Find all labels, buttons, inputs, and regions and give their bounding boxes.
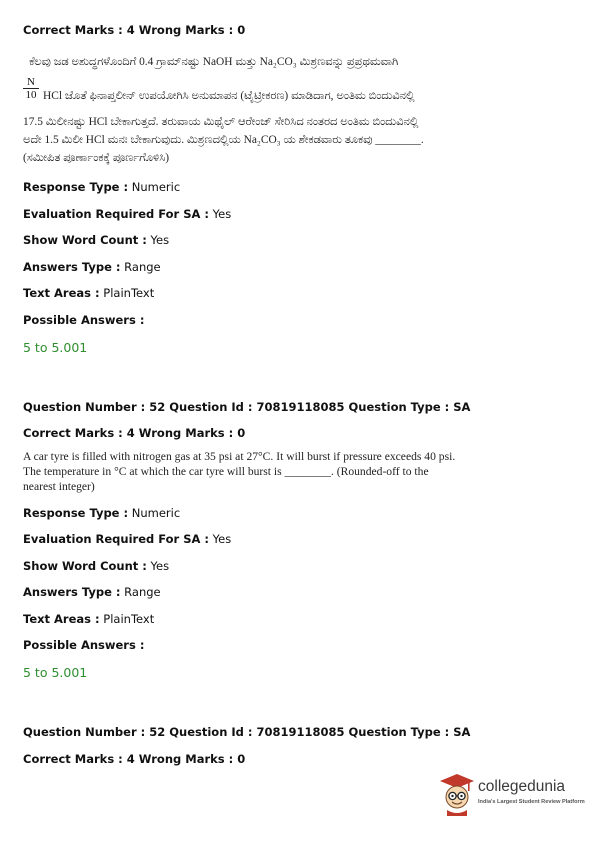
question-header: Question Number : 52 Question Id : 70819118085 Question Type : SA [23,725,471,739]
graduate-mascot-icon [438,772,476,816]
marks-line: Correct Marks : 4 Wrong Marks : 0 [23,426,246,440]
field-show-word-count: Show Word Count : Yes [23,559,170,573]
field-text-areas: Text Areas : PlainText [23,286,155,300]
marks-line: Correct Marks : 4 Wrong Marks : 0 [23,23,246,37]
field-answers-type: Answers Type : Range [23,260,161,274]
field-possible-answers: Possible Answers : [23,313,145,327]
fraction-denominator: 10 [25,89,37,101]
question-line-2: HCl ಜೊತೆ ಫಿನಾಪ್ತಲೀನ್ ಉಪಯೋಗಿಸಿ ಅನುಮಾಪನ (ಟೈಟ್ರೀಕರಣ) ಮಾಡಿದಾಗ, ಅಂತಿಮ ಬಿಂದುವಿನಲ್ಲಿ [43,90,415,102]
logo-tagline: India's Largest Student Review Platform [478,799,585,805]
field-possible-answers: Possible Answers : [23,638,145,652]
question-line-1: ಕೆಲವು ಜಡ ಅಶುದ್ಧಗಳೊಂದಿಗೆ 0.4 ಗ್ರಾಮ್‌ನಷ್ಟು NaOH ಮತ್ತು Na₂CO₃ ಮಿಶ್ರಣವನ್ನು ಪ್ರಪ್ರಥಮವಾಗಿ [29,56,399,68]
field-evaluation-required: Evaluation Required For SA : Yes [23,532,232,546]
question-line-5: (ಸಮೀಪಿತ ಪೂರ್ಣಾಂಕಕ್ಕೆ ಪೂರ್ಣಗೊಳಿಸಿ) [23,152,170,164]
question-line-2: The temperature in °C at which the car tyre will burst is ________. (Rounded-off to the [23,465,429,478]
collegedunia-logo [438,770,588,820]
question-header: Question Number : 52 Question Id : 70819118085 Question Type : SA [23,400,471,414]
possible-answer-value: 5 to 5.001 [23,340,88,355]
field-response-type: Response Type : Numeric [23,180,181,194]
fraction [23,76,39,101]
field-text-areas: Text Areas : PlainText [23,612,155,626]
field-answers-type: Answers Type : Range [23,585,161,599]
question-line-3: 17.5 ಮಿಲೀನಷ್ಟು HCl ಬೇಕಾಗುತ್ತದೆ. ತರುವಾಯ ಮಿಥೈಲ್ ಆರೇಂಜ್ ಸೇರಿಸಿದ ನಂತರದ ಅಂತಿಮ ಬಿಂದುವಿನಲ್ಲಿ [23,116,419,128]
question-text [23,449,463,494]
question-line-4: ಅದೇ 1.5 ಮಿಲೀ HCl ಮನಃ ಬೇಕಾಗುವುದು. ಮಿಶ್ರಣದಲ್ಲಿಯ Na₂CO₃ ಯ ಶೇಕಡವಾರು ತೂಕವು ________. [23,134,424,146]
fraction-numerator: N [23,76,39,89]
field-response-type: Response Type : Numeric [23,506,181,520]
question-line-3: nearest integer) [23,480,95,493]
field-evaluation-required: Evaluation Required For SA : Yes [23,207,232,221]
marks-line: Correct Marks : 4 Wrong Marks : 0 [23,752,246,766]
logo-brand-text: collegedunia [478,778,566,795]
question-line-1: A car tyre is filled with nitrogen gas at 35 psi at 27°C. It will burst if pressure exceeds 40 psi. [23,450,456,463]
field-show-word-count: Show Word Count : Yes [23,233,170,247]
possible-answer-value: 5 to 5.001 [23,665,88,680]
